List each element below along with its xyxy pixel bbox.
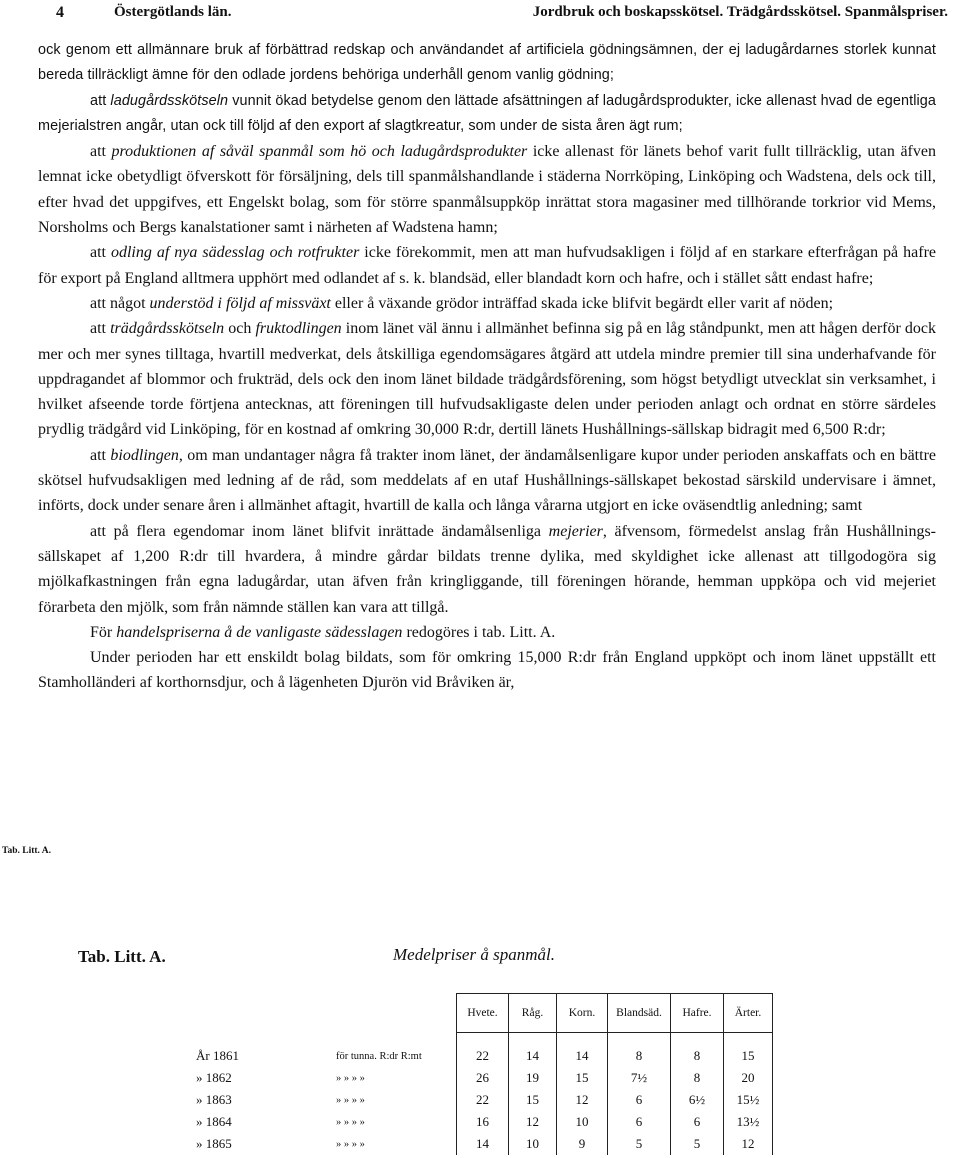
page-number: 4 <box>56 4 64 21</box>
table-spacer <box>196 1033 773 1046</box>
price-cell: 15 <box>724 1045 773 1067</box>
paragraph <box>38 89 936 140</box>
price-cell: 6 <box>608 1111 671 1133</box>
column-header: Hvete. <box>457 994 509 1033</box>
text-run: , äfvensom, förmedelst anslag från Hushållnings-sällskapet af 1,200 R:dr till hvardera, å mindre gårdar bildats trenne dylika, med skyldighet icke allenast att tillgodogöra sig mjölkafkastningen från egna ladugårdar, utan äfven från kringliggande, till föreningen hörande, hemman uppköpa och vid mejeriet förarbeta den mjölk, som från nämnde ställen kan vara att tillgå. <box>38 522 936 616</box>
paragraph <box>38 316 936 442</box>
text-run: att <box>90 446 111 464</box>
row-year: » 1865 <box>196 1136 232 1151</box>
price-cell: 13½ <box>724 1111 773 1133</box>
column-header: Blandsäd. <box>608 994 671 1033</box>
price-cell: 22 <box>457 1045 509 1067</box>
italic-run: handelspriserna å de vanligaste sädesslagen <box>116 623 403 641</box>
text-run: , om man undantager några få trakter inom länet, der ändamålsenligare kupor under perioden anskaffats och en bättre skötsel hufvudsakligen med ledning af de råd, som meddelats af en utaf Hushållnings-sällskapet bekostad särskild undervisare i ämnet, införts, dock under senare åren i allmänhet aftagit, hvartill de kalla och långa vårarna utgjort en icke oväsendtlig anledning; samt <box>38 446 936 515</box>
column-header: Ärter. <box>724 994 773 1033</box>
paragraph <box>38 291 936 316</box>
row-year: » 1862 <box>196 1070 232 1085</box>
price-cell: 5 <box>608 1133 671 1155</box>
text-run: och <box>224 320 256 338</box>
text-run: att på flera egendomar inom länet blifvit inrättade ändamålsenliga <box>90 522 549 540</box>
table-corner <box>196 994 336 1033</box>
body-text <box>38 38 936 696</box>
price-cell: 22 <box>457 1089 509 1111</box>
text-run: eller å växande grödor inträffad skada icke blifvit begärdt eller varit af nöden; <box>330 294 834 312</box>
row-year: » 1863 <box>196 1092 232 1107</box>
row-unit: » » » » <box>336 1094 365 1106</box>
price-cell: 20 <box>724 1067 773 1089</box>
italic-run: trädgårdsskötseln <box>110 320 225 338</box>
text-run: att <box>90 320 111 338</box>
paragraph <box>38 240 936 291</box>
price-cell: 8 <box>608 1045 671 1067</box>
paragraph <box>38 645 936 696</box>
paragraph <box>38 620 936 645</box>
price-cell: 12 <box>724 1133 773 1155</box>
column-header: Råg. <box>509 994 557 1033</box>
table-title: Medelpriser å spanmål. <box>393 945 555 964</box>
price-cell: 8 <box>671 1067 724 1089</box>
price-cell: 8 <box>671 1045 724 1067</box>
price-cell: 10 <box>509 1133 557 1155</box>
italic-run: fruktodlingen <box>255 320 342 338</box>
price-cell: 6 <box>608 1089 671 1111</box>
page-header <box>0 2 960 26</box>
row-unit: » » » » <box>336 1138 365 1150</box>
italic-run: understöd i följd af missväxt <box>149 294 331 312</box>
table-label: Tab. Litt. A. <box>78 947 166 966</box>
text-run: att <box>90 244 111 262</box>
column-header: Korn. <box>557 994 608 1033</box>
text-run: inom länet väl ännu i allmänhet befinna sig på en låg ståndpunkt, men att hågen derför dock mer och mer synes tilltaga, hvartill medverkat, dels åtskilliga egendomsägares åtgärd att utdela mindre premier till sina underhafvande för uppdragandet af blommor och frukträd, dels ock den inom länet bildade trädgårdsförening, som högst betydligt utvecklat sin verksamhet, i hvilket afseende torde förtjena antecknas, att föreningen till hufvudsakligaste delen under perioden anlagt och ordnat en större särdeles prydlig trädgård vid Linköping, för en kostnad af omkring 30,000 R:dr, dertill länets Hushållnings-sällskap bidragit med 6,500 R:dr; <box>38 320 936 439</box>
paragraph <box>38 38 936 89</box>
price-cell: 9 <box>557 1133 608 1155</box>
price-cell: 16 <box>457 1111 509 1133</box>
column-header: Hafre. <box>671 994 724 1033</box>
italic-run: biodlingen <box>110 446 179 464</box>
text-run: Under perioden har ett enskildt bolag bildats, som för omkring 15,000 R:dr från England uppköpt och inom länet uppställt ett Stamholländeri af korthornsdjur, och å lägenheten Djurön vid Bråviken är, <box>38 649 936 692</box>
price-cell: 15 <box>509 1089 557 1111</box>
price-cell: 15½ <box>724 1089 773 1111</box>
text-run: redogöres i tab. Litt. A. <box>402 623 556 641</box>
italic-run: mejerier <box>548 522 603 540</box>
text-run: icke förekommit, men att man hufvudsakligen i följd af en starkare efterfrågan på hafre för export på England alltmera upphört med odlandet af s. k. blandsäd, eller blandadt korn och hafre, och i stället sått endast hafre; <box>38 244 937 287</box>
paragraph <box>38 443 936 519</box>
paragraph <box>38 519 936 620</box>
running-head-topics: Jordbruk och boskapsskötsel. Trädgårdsskötsel. Spanmålspriser. <box>532 4 948 20</box>
row-unit: » » » » <box>336 1116 365 1128</box>
price-cell: 5 <box>671 1133 724 1155</box>
margin-note: Tab. Litt. A. <box>2 846 52 856</box>
row-year: » 1864 <box>196 1114 232 1129</box>
price-cell: 14 <box>509 1045 557 1067</box>
price-cell: 26 <box>457 1067 509 1089</box>
price-cell: 7½ <box>608 1067 671 1089</box>
text-run: att <box>90 143 112 161</box>
italic-run: odling af nya sädesslag och rotfrukter <box>110 244 360 262</box>
table-corner-unit <box>336 994 457 1033</box>
text-run: För <box>90 623 117 641</box>
price-cell: 19 <box>509 1067 557 1089</box>
italic-run: ladugårdsskötseln <box>110 92 229 109</box>
text-run: icke allenast för länets behof varit fullt tillräcklig, utan äfven lemnat icke obetydligt öfverskott för försäljning, dels till spanmålshandlande i städerna Norrköping, Linköping och Wadstena, dels ock till, efter hvad det uppgifves, ett Engelskt bolag, som för större spanmålsuppköp inrättat stora magasiner med tillhörande torkrior vid Mems, Norsholms och Bergs kanalstationer samt i närheten af Wadstena hamn; <box>38 143 936 237</box>
table-row <box>196 1089 773 1111</box>
price-cell: 14 <box>557 1045 608 1067</box>
row-unit: för tunna. R:dr R:mt <box>336 1050 422 1062</box>
price-cell: 6½ <box>671 1089 724 1111</box>
italic-run: produktionen af såväl spanmål som hö och ladugårdsprodukter <box>111 143 528 161</box>
price-cell: 6 <box>671 1111 724 1133</box>
running-head-county: Östergötlands län. <box>114 4 232 20</box>
price-table <box>196 993 773 1155</box>
price-cell: 12 <box>557 1089 608 1111</box>
text-run: ock genom ett allmännare bruk af förbättrad redskap och användandet af artificiela gödningsämnen, der ej ladugårdarnes storlek kunnat bereda tillräckligt ämne för den odlade jordens behöriga underhåll genom vanlig gödning; <box>38 42 936 84</box>
text-run: vunnit ökad betydelse genom den lättade afsättningen af ladugårdsprodukter, icke allenast hvad de egentliga mejerialstren angår, utan ock till följd af den export af slagtkreatur, som under de sista åren ägt rum; <box>38 92 936 134</box>
text-run: att <box>90 92 111 109</box>
price-cell: 12 <box>509 1111 557 1133</box>
table-row <box>196 1111 773 1133</box>
table-row <box>196 1133 773 1155</box>
table-row <box>196 1067 773 1089</box>
price-cell: 15 <box>557 1067 608 1089</box>
row-unit: » » » » <box>336 1072 365 1084</box>
price-cell: 14 <box>457 1133 509 1155</box>
price-cell: 10 <box>557 1111 608 1133</box>
table-row <box>196 1045 773 1067</box>
table-body <box>196 1033 773 1156</box>
row-year: År 1861 <box>196 1048 239 1063</box>
paragraph <box>38 139 936 240</box>
text-run: att något <box>90 294 150 312</box>
